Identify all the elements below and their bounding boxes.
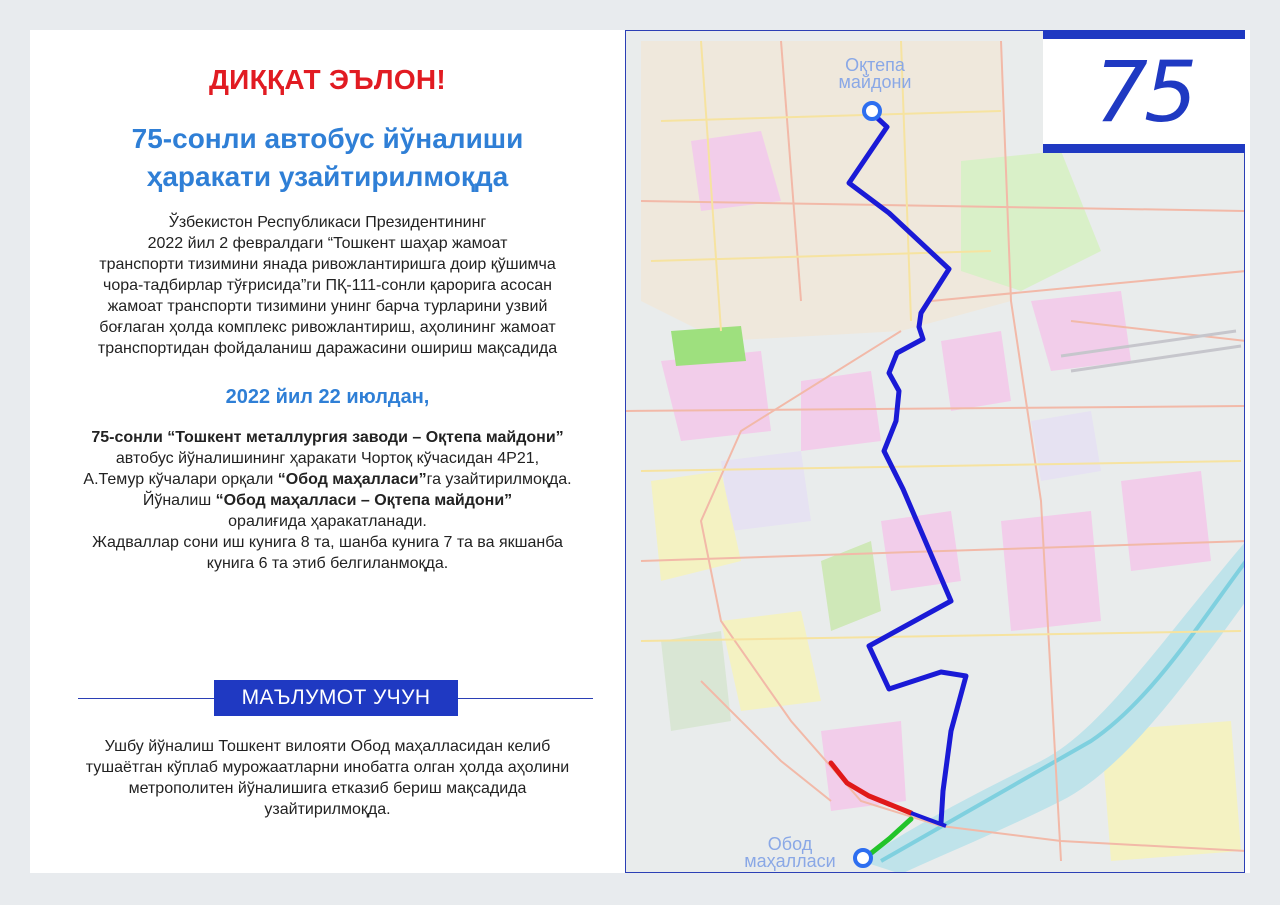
intro-line: жамоат транспорти тизимини унинг барча турларини узвий bbox=[107, 298, 548, 315]
field-area bbox=[661, 631, 731, 731]
start-stop-marker bbox=[864, 103, 880, 119]
detail-line: кунига 6 та этиб белгиланмоқда. bbox=[206, 555, 449, 572]
district-area bbox=[1001, 511, 1101, 631]
attention-heading: ДИҚҚАТ ЭЪЛОН! bbox=[208, 64, 447, 95]
page-title bbox=[30, 120, 625, 196]
route-number: 75 bbox=[1094, 43, 1194, 141]
route-number-bar-top bbox=[1043, 30, 1245, 39]
detail-text: А.Темур кўчалари орқали bbox=[83, 471, 278, 488]
route-number-box bbox=[1043, 30, 1245, 153]
intro-line: Ўзбекистон Республикаси Президентининг bbox=[168, 214, 487, 231]
info-paragraph bbox=[30, 736, 625, 820]
effective-date: 2022 йил 22 июлдан, bbox=[225, 386, 430, 408]
notice-panel bbox=[30, 30, 625, 873]
district-area bbox=[941, 331, 1011, 411]
title-line-2: ҳаракати узайтирилмоқда bbox=[146, 161, 509, 192]
end-stop-marker bbox=[855, 850, 871, 866]
detail-text: га узайтирилмоқда. bbox=[426, 471, 572, 488]
info-divider-right bbox=[458, 698, 593, 699]
info-badge: МАЪЛУМОТ УЧУН bbox=[214, 680, 458, 716]
route-name: 75-сонли “Тошкент металлургия заводи – Оқтепа майдони” bbox=[91, 429, 564, 446]
intro-line: 2022 йил 2 февралдаги “Тошкент шаҳар жамоат bbox=[147, 235, 508, 252]
intro-line: транспорти тизимини янада ривожлантиришга доир қўшимча bbox=[99, 256, 556, 273]
intro-paragraph bbox=[30, 212, 625, 359]
district-area bbox=[801, 371, 881, 451]
detail-line bbox=[30, 469, 625, 490]
station-label-line: Обод bbox=[767, 834, 813, 854]
title-line-1: 75-сонли автобус йўналиши bbox=[131, 123, 524, 154]
route-endpoints: “Обод маҳалласи – Оқтепа майдони” bbox=[215, 492, 513, 509]
route-map bbox=[625, 30, 1245, 873]
info-divider-left bbox=[78, 698, 214, 699]
park-area bbox=[671, 326, 746, 366]
intro-line: чора-тадбирлар тўғрисида”ги ПҚ-111-сонли қарорига асосан bbox=[103, 277, 552, 294]
detail-line: автобус йўналишининг ҳаракати Чортоқ кўчасидан 4Р21, bbox=[115, 450, 540, 467]
info-line: узайтирилмоқда. bbox=[264, 801, 391, 818]
route-map-svg bbox=[626, 31, 1245, 873]
district-area bbox=[1121, 471, 1211, 571]
detail-line bbox=[30, 490, 625, 511]
destination-name: “Обод маҳалласи” bbox=[277, 471, 427, 488]
change-details bbox=[30, 427, 625, 574]
detail-text: Йўналиш bbox=[142, 492, 216, 509]
station-label-line: майдони bbox=[838, 72, 912, 92]
district-area bbox=[721, 451, 811, 531]
intro-line: транспортидан фойдаланиш даражасини ошириш мақсадида bbox=[97, 340, 558, 357]
intro-line: боғлаган ҳолда комплекс ривожлантириш, аҳолининг жамоат bbox=[99, 319, 556, 336]
start-station-label bbox=[820, 57, 930, 91]
station-label-line: Оқтепа bbox=[845, 55, 905, 75]
info-line: Ушбу йўналиш Тошкент вилояти Обод маҳалласидан келиб bbox=[104, 738, 551, 755]
detail-line: оралиғида ҳаракатланади. bbox=[228, 513, 427, 530]
detail-line: Жадваллар сони иш кунига 8 та, шанба кунига 7 та ва якшанба bbox=[92, 534, 563, 551]
end-station-label bbox=[730, 836, 850, 870]
info-line: метрополитен йўналишига етказиб бериш мақсадида bbox=[128, 780, 527, 797]
station-label-line: маҳалласи bbox=[744, 851, 836, 871]
district-area bbox=[1031, 411, 1101, 481]
route-number-bar-bottom bbox=[1043, 144, 1245, 153]
info-line: тушаётган кўплаб мурожаатларни инобатга олган ҳолда аҳолини bbox=[85, 759, 570, 776]
